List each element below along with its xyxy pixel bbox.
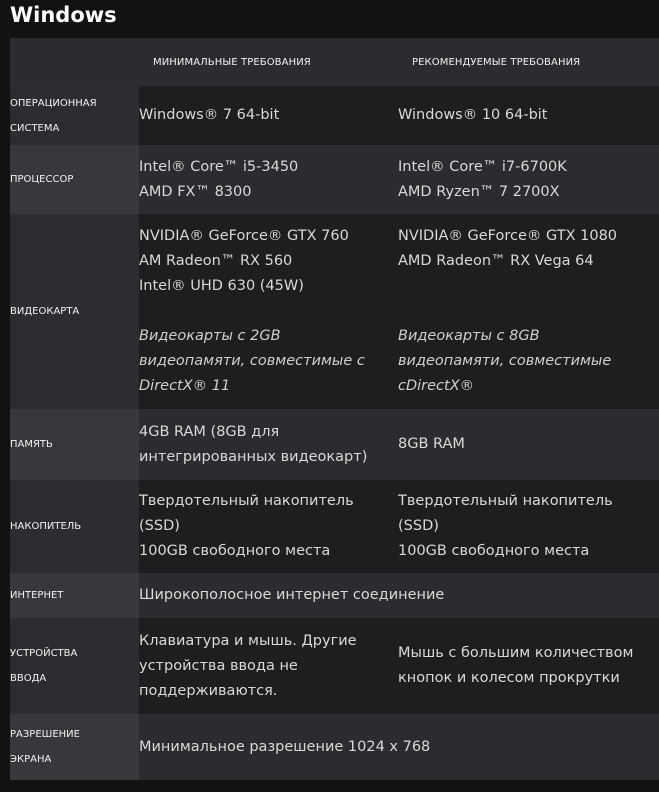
value-note: видеопамяти, совместимые с <box>139 353 365 369</box>
rec-value <box>398 86 659 145</box>
value-line: интегрированных видеокарт) <box>139 448 368 465</box>
label-line: ЭКРАНА <box>10 754 52 765</box>
value-line: AMD Radeon™ RX Vega 64 <box>398 253 594 269</box>
label-line: ОПЕРАЦИОННАЯ <box>10 97 97 109</box>
row-label: ПРОЦЕССОР <box>10 145 139 214</box>
value-line: устройства ввода не <box>139 657 298 674</box>
value-line: Твердотельный накопитель <box>139 493 354 509</box>
value-line: кнопок и колесом прокрутки <box>398 670 620 686</box>
row-internet <box>10 573 659 618</box>
rec-value <box>398 618 659 714</box>
value-line: Intel® Core™ i5-3450 <box>139 158 299 175</box>
value-line: Windows® 10 64-bit <box>398 107 548 123</box>
value-line: Мышь с большим количеством <box>398 645 634 661</box>
row-cpu <box>10 145 659 214</box>
row-label: НАКОПИТЕЛЬ <box>10 480 139 573</box>
value-line: 100GB свободного места <box>139 543 331 559</box>
value-line: Клавиатура и мышь. Другие <box>139 632 357 649</box>
header-rec: РЕКОМЕНДУЕМЫЕ ТРЕБОВАНИЯ <box>398 38 659 86</box>
header-min: МИНИМАЛЬНЫЕ ТРЕБОВАНИЯ <box>139 38 398 86</box>
row-label <box>10 618 139 714</box>
min-value <box>139 86 398 145</box>
header-row <box>10 38 659 86</box>
system-requirements-table <box>10 38 659 780</box>
min-value <box>139 145 398 214</box>
value-line: Твердотельный накопитель <box>398 493 613 509</box>
rec-value <box>398 480 659 573</box>
label-line: СИСТЕМА <box>10 122 60 134</box>
value-note: cDirectX® <box>398 378 475 394</box>
value-note: Видеокарты с 8GB <box>398 328 540 344</box>
combined-value <box>139 573 659 618</box>
value-line: (SSD) <box>139 518 180 534</box>
value-line: 8GB RAM <box>398 436 465 452</box>
label-line: РАЗРЕШЕНИЕ <box>10 729 80 740</box>
row-label <box>10 86 139 145</box>
header-label-cell <box>10 38 139 86</box>
value-note: DirectX® 11 <box>139 378 231 394</box>
value-line: Intel® Core™ i7-6700K <box>398 158 567 175</box>
min-value <box>139 214 398 409</box>
value-note: Видеокарты с 2GB <box>139 328 281 344</box>
value-line: (SSD) <box>398 518 439 534</box>
rec-value <box>398 145 659 214</box>
rec-value <box>398 214 659 409</box>
rec-value <box>398 409 659 480</box>
value-line: Intel® UHD 630 (45W) <box>139 278 304 294</box>
value-line: AMD Ryzen™ 7 2700X <box>398 183 560 200</box>
row-resolution <box>10 714 659 780</box>
value-line: NVIDIA® GeForce® GTX 760 <box>139 228 349 244</box>
row-label: ИНТЕРНЕТ <box>10 573 139 618</box>
label-line: ВВОДА <box>10 673 47 684</box>
label-line: УСТРОЙСТВА <box>10 648 78 659</box>
row-ram <box>10 409 659 480</box>
row-os <box>10 86 659 145</box>
row-storage <box>10 480 659 573</box>
value-line: 4GB RAM (8GB для <box>139 423 280 440</box>
value-line: AMD FX™ 8300 <box>139 183 252 200</box>
row-label: ВИДЕОКАРТА <box>10 214 139 409</box>
min-value <box>139 480 398 573</box>
row-input-devices <box>10 618 659 714</box>
min-value <box>139 618 398 714</box>
value-line: Широкополосное интернет соединение <box>139 587 445 603</box>
row-label: ПАМЯТЬ <box>10 409 139 480</box>
value-note: видеопамяти, совместимые <box>398 353 612 369</box>
row-label <box>10 714 139 780</box>
value-line: AM Radeon™ RX 560 <box>139 253 293 269</box>
value-line: Минимальное разрешение 1024 x 768 <box>139 738 431 755</box>
section-title: Windows <box>10 3 117 27</box>
combined-value <box>139 714 659 780</box>
min-value <box>139 409 398 480</box>
value-line: 100GB свободного места <box>398 543 590 559</box>
value-line: Windows® 7 64-bit <box>139 107 280 123</box>
row-gpu <box>10 214 659 409</box>
value-line: NVIDIA® GeForce® GTX 1080 <box>398 228 618 244</box>
value-line: поддерживаются. <box>139 682 278 699</box>
